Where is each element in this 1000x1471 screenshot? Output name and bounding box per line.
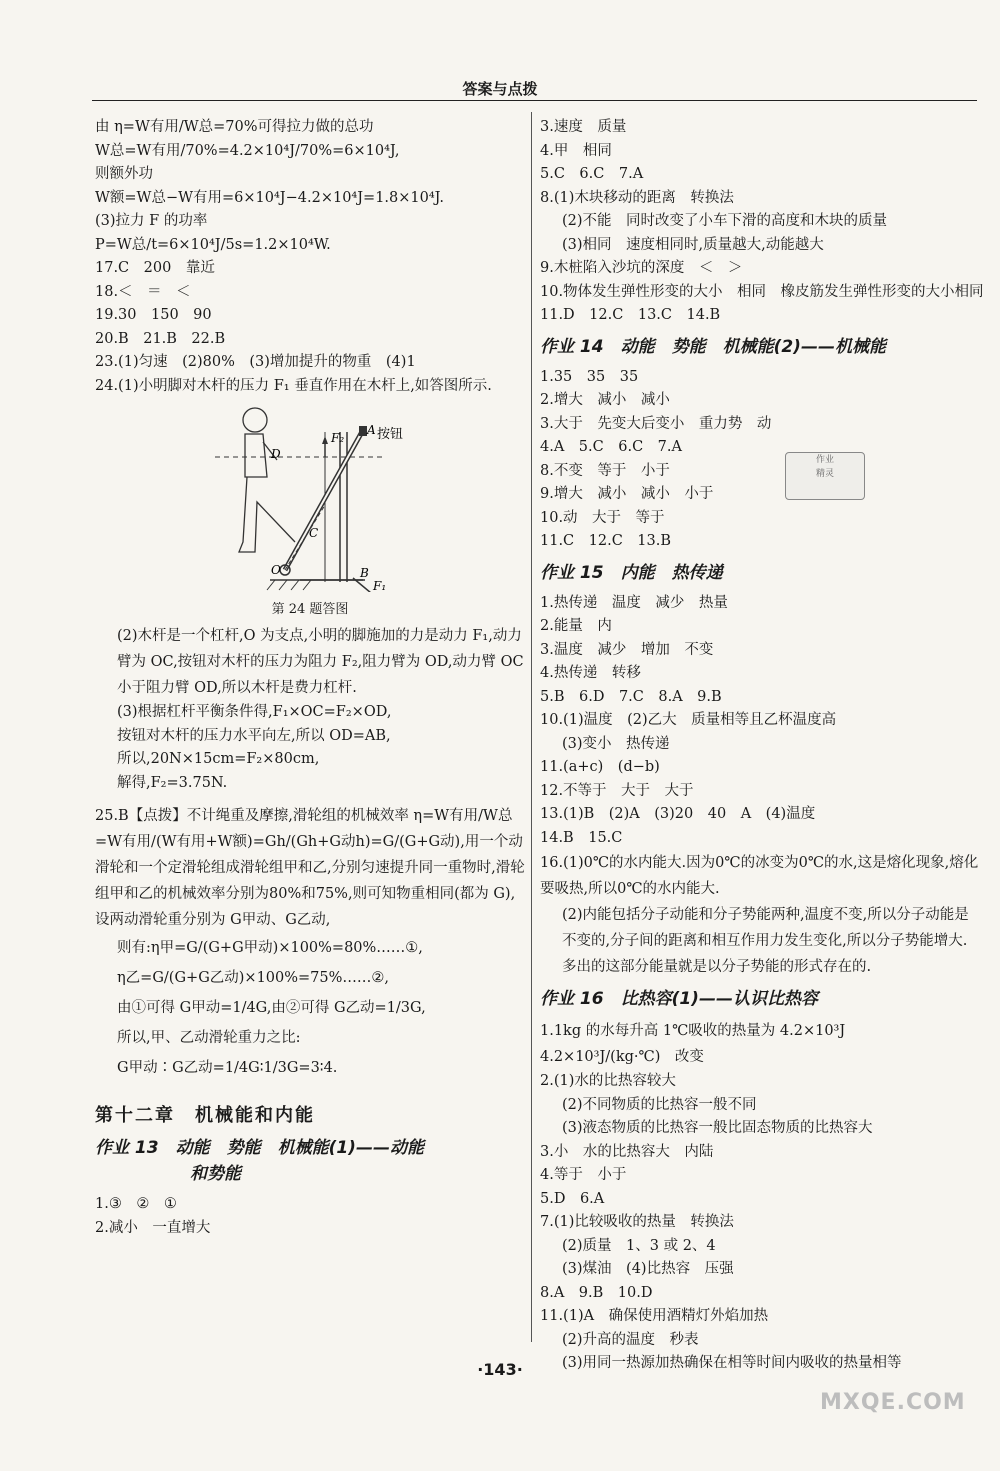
text-line: η乙=G/(G+G乙动)×100%=75%……②, bbox=[117, 970, 390, 986]
left-column bbox=[95, 116, 525, 1240]
text-paragraph: (2)木杆是一个杠杆,O 为支点,小明的脚施加的力是动力 F₁,动力臂为 OC,按钮对木杆的压力为阻力 F₂,阻力臂为 OD,动力臂 OC 小于阻力臂 OD,所以木杆是费力杠杆. bbox=[117, 628, 524, 696]
text-line: 1.35 35 35 bbox=[540, 368, 639, 385]
text-line: 3.速度 质量 bbox=[540, 119, 627, 135]
watermark: MXQE.COM bbox=[820, 1390, 966, 1415]
text-line: 2.(1)水的比热容较大 bbox=[540, 1073, 676, 1089]
text-line: 2.能量 内 bbox=[540, 618, 612, 634]
text-line: 14.B 15.C bbox=[540, 829, 623, 846]
homework-15-title: 作业 15 内能 热传递 bbox=[540, 562, 723, 583]
answer-24: 24.(1)小明脚对木杆的压力 F₁ 垂直作用在木杆上,如答图所示. bbox=[95, 377, 492, 394]
text-line: 11.D 12.C 13.C 14.B bbox=[540, 307, 721, 323]
text-line: G甲动∶G乙动=1/4G∶1/3G=3∶4. bbox=[117, 1060, 338, 1076]
homework-13-title-cont: 和势能 bbox=[190, 1164, 241, 1184]
text-line: 3.小 水的比热容大 内陆 bbox=[540, 1143, 714, 1160]
label-a: A bbox=[367, 423, 376, 437]
text-line: 1.热传递 温度 减少 热量 bbox=[540, 594, 728, 611]
text-line: 5.B 6.D 7.C 8.A 9.B bbox=[540, 688, 722, 705]
text-line: 12.不等于 大于 大于 bbox=[540, 782, 694, 799]
text-line: 4.等于 小于 bbox=[540, 1167, 627, 1183]
text-line: (2)升高的温度 秒表 bbox=[562, 1331, 699, 1348]
answer-20-22: 20.B 21.B 22.B bbox=[95, 330, 226, 347]
answer-18: 18.＜ ＝ ＜ bbox=[95, 283, 191, 300]
text-line: 8.不变 等于 小于 bbox=[540, 462, 670, 479]
label-d: D bbox=[271, 447, 281, 461]
text-paragraph: 16.(1)0℃的水内能大.因为0℃的冰变为0℃的水,这是熔化现象,熔化要吸热,所以0℃的水内能大. bbox=[540, 855, 979, 897]
homework-16-title: 作业 16 比热容(1)——认识比热容 bbox=[540, 989, 818, 1009]
text-line: (3)液态物质的比热容一般比固态物质的比热容大 bbox=[562, 1120, 873, 1136]
right-column bbox=[540, 116, 984, 1376]
text-line: 11.(a+c) (d−b) bbox=[540, 759, 660, 775]
text-line: 11.(1)A 确保使用酒精灯外焰加热 bbox=[540, 1308, 769, 1324]
text-line: (3)变小 热传递 bbox=[562, 735, 670, 752]
text-line: (3)拉力 F 的功率 bbox=[95, 213, 208, 229]
text-line: W额=W总−W有用=6×10⁴J−4.2×10⁴J=1.8×10⁴J. bbox=[95, 189, 444, 206]
text-line: 1.③ ② ① bbox=[95, 1196, 177, 1212]
answer-19: 19.30 150 90 bbox=[95, 307, 212, 323]
text-line: 由①可得 G甲动=1/4G,由②可得 G乙动=1/3G, bbox=[117, 1000, 426, 1016]
homework-14-title: 作业 14 动能 势能 机械能(2)——机械能 bbox=[540, 336, 886, 357]
text-line: 9.木桩陷入沙坑的深度 ＜ ＞ bbox=[540, 260, 743, 276]
text-line: 11.C 12.C 13.B bbox=[540, 533, 672, 549]
text-line: 由 η=W有用/W总=70%可得拉力做的总功 bbox=[95, 119, 374, 135]
label-button: 按钮 bbox=[377, 427, 404, 442]
answer-17: 17.C 200 靠近 bbox=[95, 260, 215, 276]
label-b: B bbox=[360, 566, 369, 580]
text-line: 4.甲 相同 bbox=[540, 142, 612, 159]
text-line: 则额外功 bbox=[95, 166, 153, 182]
text-line: (3)用同一热源加热确保在相等时间内吸收的热量相等 bbox=[562, 1355, 902, 1371]
homework-stamp bbox=[785, 452, 865, 500]
text-line: 4.热传递 转移 bbox=[540, 665, 641, 681]
label-f1: F₁ bbox=[373, 579, 387, 592]
text-line: 9.增大 减小 减小 小于 bbox=[540, 486, 714, 502]
stamp-line-1: 作业 bbox=[815, 455, 834, 465]
text-line: (3)根据杠杆平衡条件得,F₁×OC=F₂×OD, bbox=[117, 704, 392, 720]
text-paragraph: (2)内能包括分子动能和分子势能两种,温度不变,所以分子动能是不变的,分子间的距离和相互作用力发生变化,所以分子势能增大.多出的这部分能量就是以分子势能的形式存在的. bbox=[562, 907, 969, 975]
text-line: 10.动 大于 等于 bbox=[540, 509, 665, 526]
text-line: 2.增大 减小 减小 bbox=[540, 392, 670, 408]
homework-13-title: 作业 13 动能 势能 机械能(1)——动能 bbox=[95, 1138, 424, 1158]
text-line: 所以,20N×15cm=F₂×80cm, bbox=[117, 751, 320, 767]
text-line: P=W总/t=6×10⁴J/5s=1.2×10⁴W. bbox=[95, 236, 331, 253]
text-line: 按钮对木杆的压力水平向左,所以 OD=AB, bbox=[117, 727, 391, 744]
label-o: O bbox=[271, 563, 281, 577]
text-line: 则有:η甲=G/(G+G甲动)×100%=80%……①, bbox=[117, 940, 423, 956]
text-line: 8.(1)木块移动的距离 转换法 bbox=[540, 189, 734, 206]
label-f2: F₂ bbox=[331, 431, 345, 445]
chapter-title: 第十二章 机械能和内能 bbox=[95, 1105, 315, 1126]
text-line: 解得,F₂=3.75N. bbox=[117, 774, 228, 791]
label-c: C bbox=[309, 526, 319, 540]
text-line: (3)煤油 (4)比热容 压强 bbox=[562, 1261, 734, 1277]
text-line: (3)相同 速度相同时,质量越大,动能越大 bbox=[562, 236, 824, 253]
text-line: W总=W有用/70%=4.2×10⁴J/70%=6×10⁴J, bbox=[95, 142, 400, 159]
text-line: 3.大于 先变大后变小 重力势 动 bbox=[540, 415, 772, 432]
header-rule bbox=[92, 100, 977, 101]
text-line: 8.A 9.B 10.D bbox=[540, 1284, 653, 1301]
lever-diagram bbox=[95, 402, 525, 592]
text-line: 10.物体发生弹性形变的大小 相同 橡皮筋发生弹性形变的大小相同 bbox=[540, 283, 984, 300]
text-line: 5.C 6.C 7.A bbox=[540, 166, 644, 182]
text-line: 4.A 5.C 6.C 7.A bbox=[540, 439, 682, 455]
stamp-line-2: 精灵 bbox=[815, 469, 834, 479]
text-line: 5.D 6.A bbox=[540, 1190, 605, 1207]
text-line: (2)不能 同时改变了小车下滑的高度和木块的质量 bbox=[562, 213, 888, 229]
figure-caption: 第 24 题答图 bbox=[271, 602, 349, 617]
text-line: 7.(1)比较吸收的热量 转换法 bbox=[540, 1214, 734, 1230]
page-header-title: 答案与点拨 bbox=[462, 80, 538, 98]
answer-23: 23.(1)匀速 (2)80% (3)增加提升的物重 (4)1 bbox=[95, 354, 416, 370]
text-paragraph: 1.1kg 的水每升高 1℃吸收的热量为 4.2×10³J 4.2×10³J/(kg·℃) 改变 bbox=[540, 1023, 860, 1065]
text-line: 13.(1)B (2)A (3)20 40 A (4)温度 bbox=[540, 806, 816, 822]
text-line: (2)不同物质的比热容一般不同 bbox=[562, 1096, 757, 1113]
text-line: 3.温度 减少 增加 不变 bbox=[540, 641, 714, 658]
answer-25: 25.B【点拨】不计绳重及摩擦,滑轮组的机械效率 η=W有用/W总=W有用/(W有用+W额)=Gh/(Gh+G动h)=G/(G+G动),用一个动滑轮和一个定滑轮组成滑轮组甲和乙,分别匀速提升同一重物时,滑轮组甲和乙的机械效率分别为80%和75%,则可知物重相同(都为 G),设两动滑轮重分别为 G甲动、G乙动, bbox=[95, 808, 525, 928]
text-line: 2.减小 一直增大 bbox=[95, 1219, 211, 1236]
text-line: (2)质量 1、3 或 2、4 bbox=[562, 1237, 716, 1254]
column-divider bbox=[531, 112, 532, 1342]
text-line: 所以,甲、乙动滑轮重力之比: bbox=[117, 1030, 301, 1046]
page-number: ·143· bbox=[477, 1360, 523, 1379]
text-line: 10.(1)温度 (2)乙大 质量相等且乙杯温度高 bbox=[540, 712, 837, 728]
